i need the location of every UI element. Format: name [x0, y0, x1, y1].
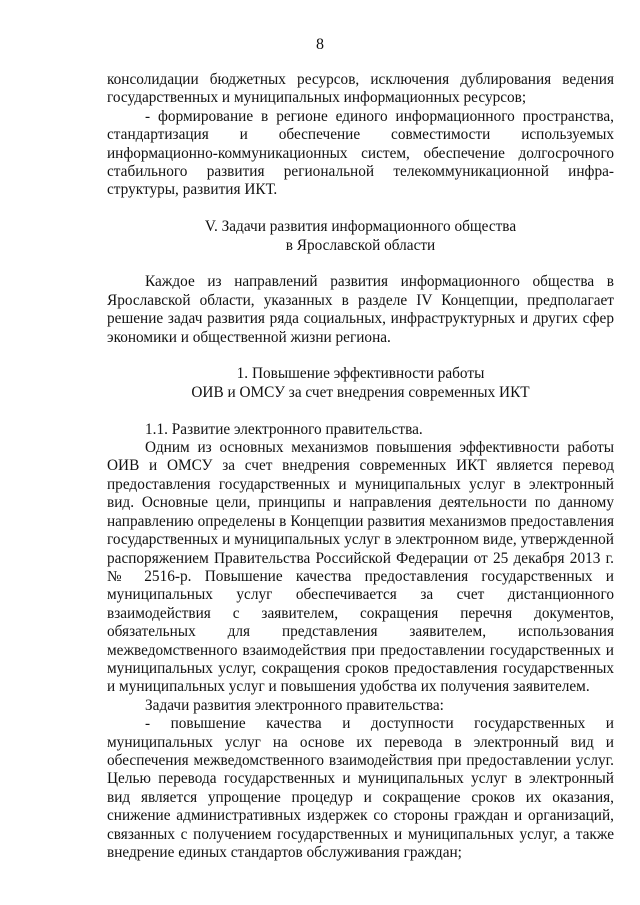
- subsection-heading-line-1: 1. Повышение эффективности работы: [236, 365, 485, 383]
- spacer: [107, 402, 614, 420]
- page-number: 8: [316, 36, 324, 53]
- section-heading-line-1: V. Задачи развития информационного общества: [204, 218, 517, 236]
- paragraph-tasks-intro: Задачи развития электронного правительства:: [145, 696, 444, 714]
- paragraph-e-services: Одним из основных механизмов повышения эффективности работы ОИВ и ОМСУ за счет внедрения современных ИКТ является перевод предоставления государственных и муниципальных услуг в электронный вид. Основные цели, принципы и направления деятельности по данному направлению определены в Концепции развития механизмов предоставления государственных и муниципальных услуг в электронном виде, утвержденной распоряжением Правительства Российской Федерации от 25 декабря 2013 г. № 2516-р. Повышение качества предоставления государственных и муниципальных услуг обеспечивается за счет дистанционного взаимодействия с заявителем, сокращения перечня документов, обязательных для представления заявителем, использования межведомственного взаимодействия при предоставлении государственных и муниципальных услуг, сокращения сроков предоставления государственных и муниципальных услуг и повышения удобства их получения заявителем.: [107, 439, 614, 696]
- section-heading-line-2: в Ярославской области: [285, 236, 436, 254]
- item-heading-e-government: 1.1. Развитие электронного правительства.: [145, 420, 423, 438]
- paragraph-continuation: консолидации бюджетных ресурсов, исключения дублирования ведения государственных и муниципальных информационных ресурсов;: [107, 71, 614, 107]
- spacer: [107, 255, 614, 273]
- spacer: [107, 347, 614, 365]
- list-item-formation: - формирование в регионе единого информационного пространства, стандартизация и обеспечение совместимости используемых информационно-коммуникационных систем, обеспечение долгосрочного стабильного развития региональной телекоммуникационной инфра-структуры, развития ИКТ.: [107, 107, 614, 199]
- list-item-quality: - повышение качества и доступности государственных и муниципальных услуг на основе их перевода в электронный вид и обеспечения межведомственного взаимодействия при предоставлении услуг. Целью перевода государственных и муниципальных услуг в электронный вид является упрощение процедур и сокращение сроков их оказания, снижение административных издержек со стороны граждан и организаций, связанных с получением государственных и муниципальных услуг, а также внедрение единых стандартов обслуживания граждан;: [107, 715, 614, 861]
- spacer: [107, 200, 614, 218]
- paragraph-directions: Каждое из направлений развития информационного общества в Ярославской области, указанных в разделе IV Концепции, предполагает решение задач развития ряда социальных, инфраструктурных и других сфер экономики и общественной жизни региона.: [107, 273, 614, 346]
- subsection-heading-line-2: ОИВ и ОМСУ за счет внедрения современных ИКТ: [191, 383, 530, 401]
- document-body: [107, 71, 614, 862]
